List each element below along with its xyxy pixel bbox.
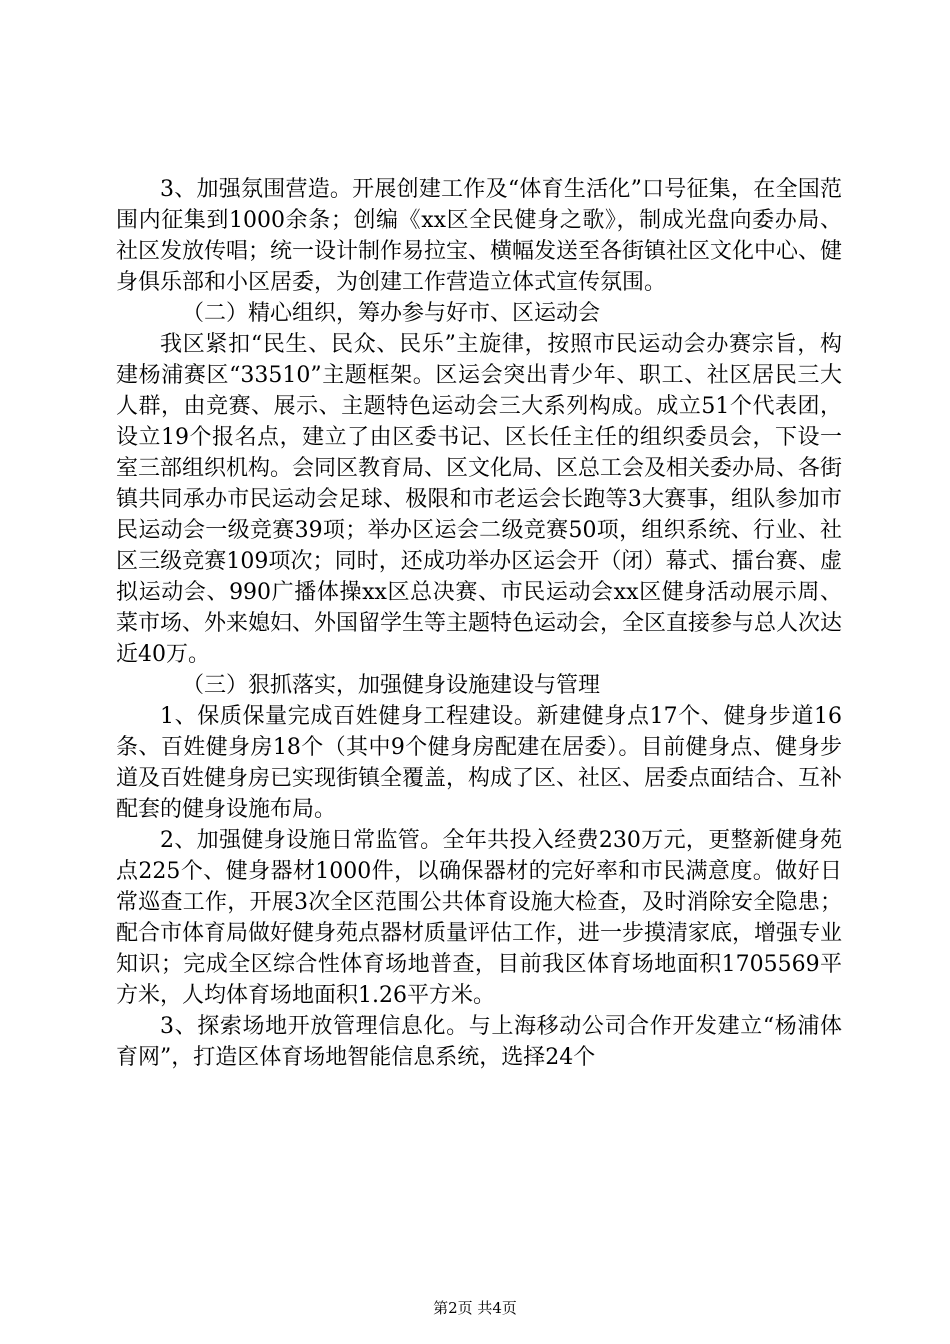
paragraph-sports-meet: 我区紧扣“民生、民众、民乐”主旋律，按照市民运动会办赛宗旨，构建杨浦赛区“33510”主题框架。区运会突出青少年、职工、社区居民三大人群，由竞赛、展示、主题特色运动会三大系列构成。成立51个代表团，设立19个报名点，建立了由区委书记、区长任主任的组织委员会，下设一室三部组织机构。会同区教育局、区文化局、区总工会及相关委办局、各街镇共同承办市民运动会足球、极限和市老运会长跑等3大赛事，组队参加市民运动会一级竞赛39项；举办区运会二级竞赛50项，组织系统、行业、社区三级竞赛109项次；同时，还成功举办区运会开（闭）幕式、擂台赛、虚拟运动会、990广播体操xx区总决赛、市民运动会xx区健身活动展示周、菜市场、外来媳妇、外国留学生等主题特色运动会，全区直接参与总人次达近40万。 bbox=[116, 332, 843, 667]
document-body bbox=[116, 174, 842, 1073]
section-heading-sports-meet: （二）精心组织，筹办参与好市、区运动会 bbox=[182, 301, 601, 326]
paragraph-venue-informatization: 3、探索场地开放管理信息化。与上海移动公司合作开发建立“杨浦体育网”，打造区体育场地智能信息系统，选择24个 bbox=[116, 1014, 842, 1070]
section-heading-facilities: （三）狠抓落实，加强健身设施建设与管理 bbox=[182, 673, 601, 698]
paragraph-fitness-project: 1、保质保量完成百姓健身工程建设。新建健身点17个、健身步道16条、百姓健身房18个（其中9个健身房配建在居委）。目前健身点、健身步道及百姓健身房已实现街镇全覆盖，构成了区、社区、居委点面结合、互补配套的健身设施布局。 bbox=[116, 704, 843, 822]
paragraph-atmosphere: 3、加强氛围营造。开展创建工作及“体育生活化”口号征集，在全国范围内征集到1000余条；创编《xx区全民健身之歌》，制成光盘向委办局、社区发放传唱；统一设计制作易拉宝、横幅发送至各街镇社区文化中心、健身俱乐部和小区居委，为创建工作营造立体式宣传氛围。 bbox=[116, 177, 843, 295]
paragraph-facility-supervision: 2、加强健身设施日常监管。全年共投入经费230万元，更整新健身苑点225个、健身器材1000件，以确保器材的完好率和市民满意度。做好日常巡查工作，开展3次全区范围公共体育设施大检查，及时消除安全隐患；配合市体育局做好健身苑点器材质量评估工作，进一步摸清家底，增强专业知识；完成全区综合性体育场地普查，目前我区体育场地面积1705569平方米，人均体育场地面积1.26平方米。 bbox=[116, 828, 843, 1008]
page-footer: 第2页 共4页 bbox=[433, 1299, 517, 1317]
